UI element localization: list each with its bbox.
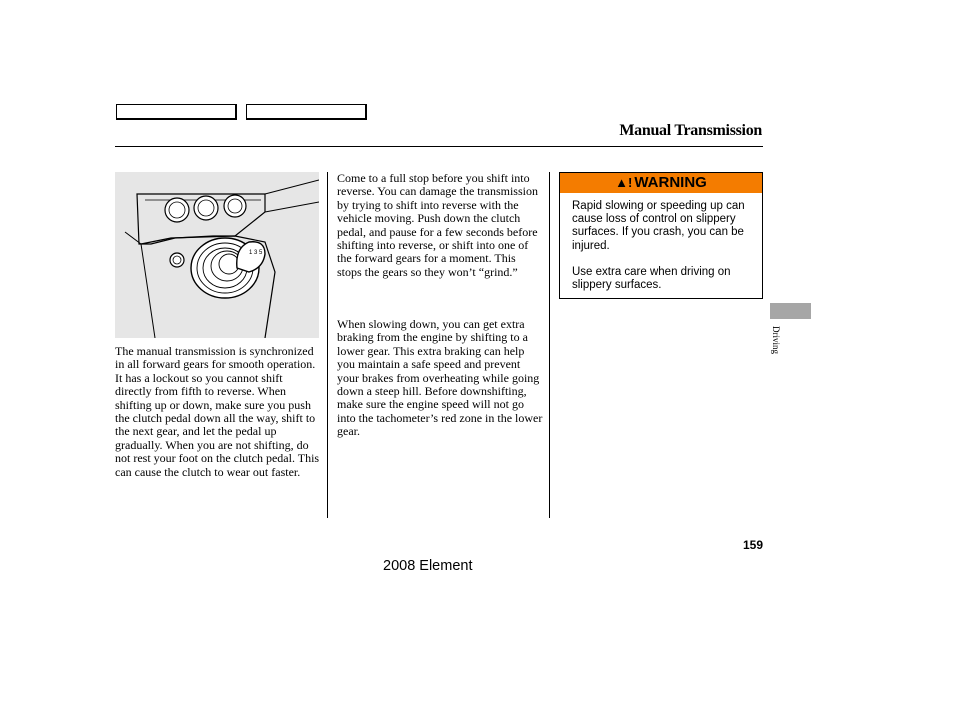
warning-text: Rapid slowing or speeding up can cause loss of control on slippery surfaces. If you crash, you can be injured. bbox=[572, 200, 745, 252]
warning-label: WARNING bbox=[634, 174, 707, 191]
footer-model: 2008 Element bbox=[383, 558, 473, 574]
column-divider bbox=[327, 172, 328, 518]
section-tab[interactable] bbox=[770, 303, 811, 319]
warning-box bbox=[559, 172, 763, 299]
page-number: 159 bbox=[742, 538, 763, 552]
warning-header bbox=[560, 173, 762, 193]
svg-text:1 3 5: 1 3 5 bbox=[249, 250, 263, 256]
gear-shift-illustration bbox=[115, 172, 319, 338]
nav-box-previous[interactable] bbox=[116, 104, 237, 120]
page-title: Manual Transmission bbox=[619, 122, 762, 139]
warning-triangle-icon: ▲! bbox=[615, 175, 633, 190]
reverse-shift-paragraph: Come to a full stop before you shift into reverse. You can damage the transmission by trying to shift into reverse with the vehicle moving. Push down the clutch pedal, and pause for a few seconds before shifting into reverse, or shift into one of the forward gears for a moment. This stops the gears so they won’t “grind.” bbox=[337, 171, 538, 279]
column-divider bbox=[549, 172, 550, 518]
nav-box-next[interactable] bbox=[246, 104, 367, 120]
warning-text: Use extra care when driving on slippery surfaces. bbox=[572, 265, 731, 292]
title-rule bbox=[115, 146, 763, 147]
section-label: Driving bbox=[771, 326, 781, 354]
gear-shift-icon bbox=[115, 172, 319, 338]
transmission-description-paragraph: The manual transmission is synchronized in all forward gears for smooth operation. It has a lockout so you cannot shift directly from fifth to reverse. When shifting up or down, make sure you push the clutch pedal down all the way, shift to the next gear, and let the pedal up gradually. When you are not shifting, do not rest your foot on the clutch pedal. This can cause the clutch to wear out faster. bbox=[115, 344, 320, 479]
engine-braking-paragraph: When slowing down, you can get extra braking from the engine by shifting to a lower gear. This extra braking can help you maintain a safe speed and prevent your brakes from overheating while going down a steep hill. Before downshifting, make sure the engine speed will not go into the tachometer’s red zone in the lower gear. bbox=[337, 317, 543, 439]
